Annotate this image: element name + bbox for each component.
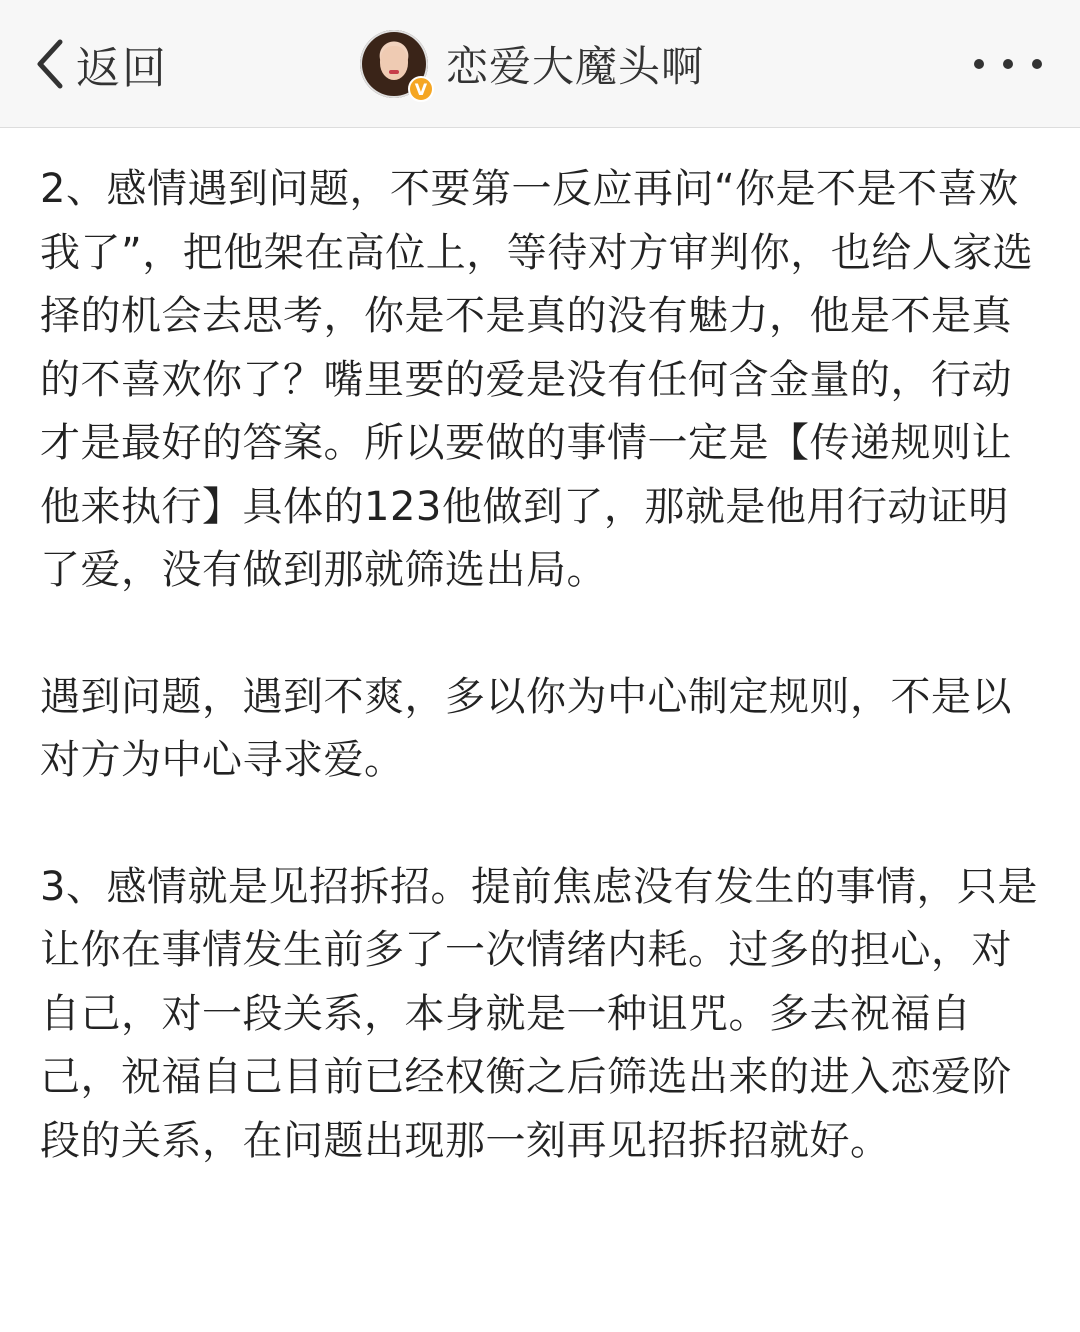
paragraph-spacer xyxy=(40,603,1040,666)
more-dots-icon xyxy=(1032,59,1042,69)
verified-badge-icon: V xyxy=(408,76,434,102)
more-options-button[interactable] xyxy=(974,46,1042,82)
profile-header[interactable] xyxy=(360,28,704,100)
post-paragraph: 遇到问题，遇到不爽，多以你为中心制定规则，不是以对方为中心寻求爱。 xyxy=(40,673,1012,783)
username[interactable]: 恋爱大魔头啊 xyxy=(446,42,705,91)
back-button[interactable] xyxy=(30,34,168,94)
post-paragraph: 3、感情就是见招拆招。提前焦虑没有发生的事情，只是让你在事情发生前多了一次情绪内耗。过多的担心，对自己，对一段关系，本身就是一种诅咒。多去祝福自己，祝福自己目前已经权衡之后筛选出来的进入恋爱阶段的关系，在问题出现那一刻再见招拆招就好。 xyxy=(40,863,1038,1164)
chevron-left-icon xyxy=(30,34,74,94)
avatar[interactable] xyxy=(360,30,428,98)
avatar-face xyxy=(380,46,408,80)
more-dots-icon xyxy=(1003,59,1013,69)
top-navigation-bar xyxy=(0,0,1080,128)
more-dots-icon xyxy=(974,59,984,69)
paragraph-spacer xyxy=(40,793,1040,856)
back-label: 返回 xyxy=(76,43,168,94)
avatar-lips xyxy=(389,70,399,74)
post-paragraph: 2、感情遇到问题，不要第一反应再问“你是不是不喜欢我了”，把他架在高位上，等待对方审判你，也给人家选择的机会去思考，你是不是真的没有魅力，他是不是真的不喜欢你了？嘴里要的爱是没有任何含金量的，行动才是最好的答案。所以要做的事情一定是【传递规则让他来执行】具体的123他做到了，那就是他用行动证明了爱，没有做到那就筛选出局。 xyxy=(40,166,1034,593)
post-content xyxy=(40,158,1040,1173)
